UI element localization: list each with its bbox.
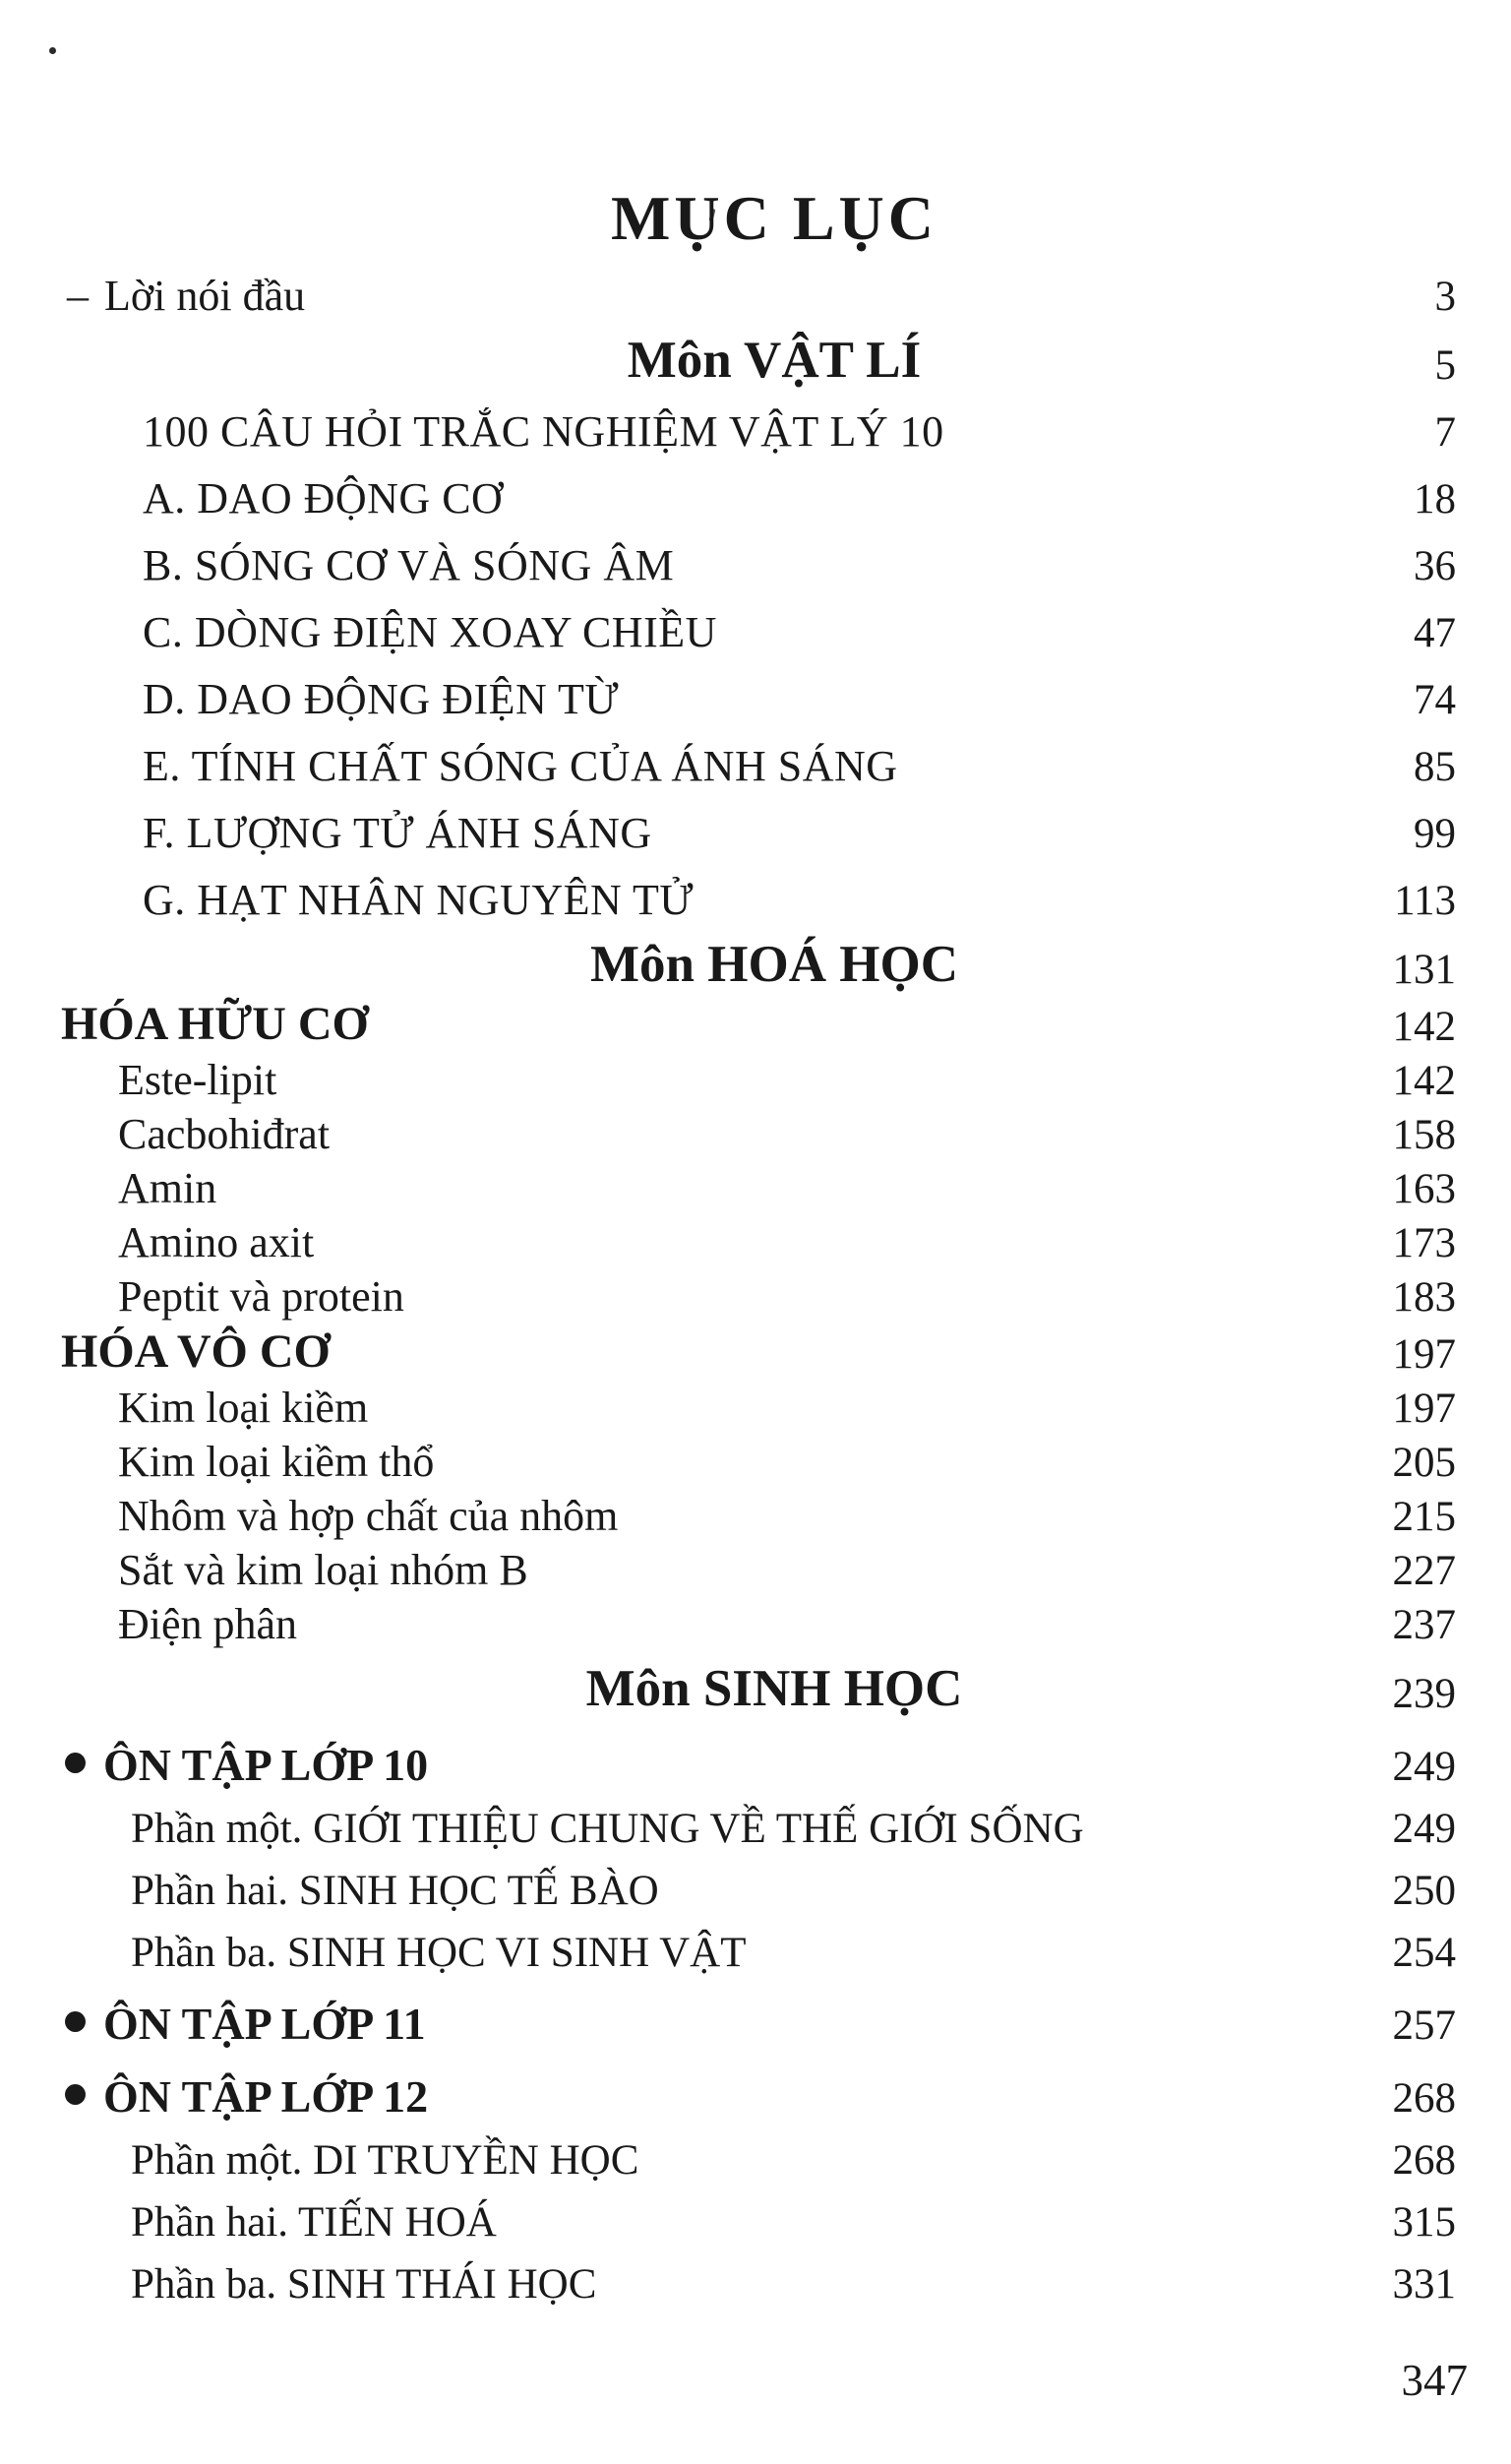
toc-entry-text: Amin: [118, 1164, 217, 1213]
toc-entry-text: ÔN TẬP LỚP 12: [103, 2071, 429, 2123]
page-title-text: MỤC LỤC: [611, 182, 937, 253]
toc-entry-text: ÔN TẬP LỚP 10: [103, 1740, 429, 1791]
toc-row: [0, 1432, 1511, 1486]
toc-entry-page-number: 163: [1392, 1165, 1456, 1212]
toc-entry-text: Phần hai. TIẾN HOÁ: [131, 2198, 497, 2246]
toc-entry-page-number: 5: [1434, 341, 1456, 389]
toc-entry-text: Môn VẬT LÍ: [627, 331, 922, 389]
toc-entry-page-number: 249: [1392, 1743, 1456, 1790]
toc-row: [0, 1790, 1511, 1852]
toc-entry-label: [143, 877, 694, 924]
toc-entry-label: [118, 1547, 528, 1594]
toc-entry-text: E. TÍNH CHẤT SÓNG CỦA ÁNH SÁNG: [143, 742, 898, 791]
toc-entry-text: Sắt và kim loại nhóm B: [118, 1546, 528, 1595]
toc-row: [0, 2122, 1511, 2184]
toc-entry-label: [131, 1807, 1084, 1852]
toc-entry-label: [143, 743, 898, 790]
toc-entry-label: [118, 1439, 434, 1486]
toc-entry-label: [143, 810, 652, 857]
toc-row: [0, 2049, 1511, 2122]
toc-entry-label: [65, 2072, 428, 2122]
toc-entry-text: F. LƯỢNG TỬ ÁNH SÁNG: [143, 809, 652, 858]
toc-entry-text: Phần một. DI TRUYỀN HỌC: [131, 2136, 639, 2184]
bullet-icon: [65, 2011, 86, 2032]
toc-entry-text: Nhôm và hợp chất của nhôm: [118, 1492, 619, 1541]
toc-row: [0, 1104, 1511, 1158]
toc-entry-text: Phần hai. SINH HỌC TẾ BÀO: [131, 1867, 659, 1914]
toc-entry-label: [628, 333, 921, 389]
toc-row: [0, 456, 1511, 523]
toc-entry-label: [143, 408, 944, 456]
toc-entry-page-number: 173: [1392, 1219, 1456, 1266]
toc-entry-page-number: 85: [1414, 743, 1456, 790]
toc-entry-page-number: 249: [1392, 1805, 1456, 1852]
bullet-icon: [65, 2084, 86, 2105]
toc-entry-page-number: 99: [1414, 810, 1456, 857]
toc-entry-text: ÔN TẬP LỚP 11: [103, 1999, 426, 2050]
toc-entry-text: A. DAO ĐỘNG CƠ: [143, 474, 504, 524]
toc-entry-label: [590, 937, 958, 993]
toc-row: [0, 2246, 1511, 2308]
toc-entry-text: Kim loại kiềm thổ: [118, 1438, 435, 1487]
toc-row: [0, 1378, 1511, 1432]
toc-entry-label: [61, 999, 369, 1050]
toc-entry-text: HÓA VÔ CƠ: [61, 1325, 331, 1379]
toc-section-heading: [0, 1648, 1511, 1717]
toc-entry-label: [131, 2200, 497, 2246]
toc-row: [0, 1717, 1511, 1790]
toc-entry-label: [67, 273, 305, 320]
toc-entry-page-number: 47: [1414, 609, 1456, 656]
toc-entry-text: Kim loại kiềm: [118, 1384, 369, 1433]
toc-entry-label: [118, 1165, 216, 1212]
toc-entry-label: [65, 1741, 428, 1790]
toc-entry-label: [131, 2262, 596, 2308]
toc-entry-text: Peptit và protein: [118, 1272, 404, 1322]
toc-row: [0, 1486, 1511, 1540]
bullet-icon: [65, 1753, 86, 1773]
toc-row: [0, 993, 1511, 1050]
toc-entry-page-number: 257: [1392, 2002, 1456, 2049]
toc-entry-label: [143, 542, 674, 589]
toc-entry-page-number: 268: [1392, 2136, 1456, 2184]
toc-entry-page-number: 197: [1392, 1330, 1456, 1378]
toc-entry-page-number: 215: [1392, 1493, 1456, 1540]
toc-row: [0, 1540, 1511, 1594]
toc-entry-page-number: 268: [1392, 2074, 1456, 2122]
toc-entry-label: [143, 475, 503, 523]
toc-entry-page-number: 3: [1434, 273, 1456, 320]
toc-entry-label: [131, 1869, 659, 1914]
toc-entry-text: Điện phân: [118, 1600, 298, 1649]
toc-entry-label: [118, 1493, 618, 1540]
toc-entry-label: [65, 2000, 426, 2049]
toc-entry-text: G. HẠT NHÂN NGUYÊN TỬ: [143, 876, 694, 925]
toc-section-heading: [0, 924, 1511, 993]
toc-entry-text: Môn SINH HỌC: [585, 1659, 963, 1717]
toc-list: [0, 251, 1511, 2308]
toc-entry-page-number: 142: [1392, 1057, 1456, 1104]
toc-entry-text: Phần một. GIỚI THIỆU CHUNG VỀ THẾ GIỚI SỐNG: [131, 1805, 1084, 1852]
toc-row: [0, 790, 1511, 857]
toc-entry-label: [131, 1931, 747, 1976]
toc-entry-text: Phần ba. SINH THÁI HỌC: [131, 2260, 597, 2308]
toc-entry-text: Phần ba. SINH HỌC VI SINH VẬT: [131, 1929, 747, 1976]
toc-row: [0, 523, 1511, 589]
toc-entry-text: Cacbohiđrat: [118, 1110, 331, 1159]
toc-row: [0, 2184, 1511, 2246]
page-folio-number: 347: [1401, 2356, 1468, 2405]
toc-entry-label: [118, 1111, 330, 1158]
toc-entry-page-number: 7: [1434, 408, 1456, 456]
toc-entry-label: [118, 1273, 404, 1321]
toc-entry-text: Este-lipit: [118, 1056, 277, 1105]
toc-entry-label: [143, 676, 619, 723]
toc-entry-page-number: 254: [1392, 1929, 1456, 1976]
toc-row: [0, 1852, 1511, 1914]
toc-entry-page-number: 142: [1392, 1003, 1456, 1050]
toc-entry-page-number: 239: [1392, 1670, 1456, 1717]
toc-entry-label: [61, 1326, 331, 1378]
toc-entry-text: Amino axit: [118, 1218, 315, 1267]
toc-row: [0, 1914, 1511, 1976]
toc-row: [0, 723, 1511, 790]
toc-entry-page-number: 315: [1392, 2198, 1456, 2246]
toc-entry-page-number: 113: [1394, 877, 1456, 924]
toc-entry-text: 100 CÂU HỎI TRẮC NGHIỆM VẬT LÝ 10: [143, 407, 944, 457]
toc-row: [0, 1050, 1511, 1104]
toc-entry-label: [118, 1385, 368, 1432]
toc-row: [0, 1212, 1511, 1266]
toc-row: [0, 857, 1511, 924]
toc-row: [0, 251, 1511, 320]
toc-entry-page-number: 205: [1392, 1439, 1456, 1486]
page-title: [0, 0, 1511, 251]
toc-row: [0, 1321, 1511, 1378]
toc-entry-page-number: 158: [1392, 1111, 1456, 1158]
toc-row: [0, 589, 1511, 656]
toc-entry-page-number: 183: [1392, 1273, 1456, 1321]
toc-entry-page-number: 74: [1414, 676, 1456, 723]
toc-entry-text: B. SÓNG CƠ VÀ SÓNG ÂM: [143, 541, 675, 590]
toc-entry-page-number: 131: [1392, 946, 1456, 993]
toc-entry-page-number: 250: [1392, 1867, 1456, 1914]
toc-entry-page-number: 18: [1414, 475, 1456, 523]
toc-row: [0, 389, 1511, 456]
toc-entry-page-number: 237: [1392, 1601, 1456, 1648]
toc-entry-page-number: 331: [1392, 2260, 1456, 2308]
toc-entry-text: C. DÒNG ĐIỆN XOAY CHIỀU: [143, 608, 717, 657]
toc-entry-page-number: 227: [1392, 1547, 1456, 1594]
toc-entry-text: HÓA HỮU CƠ: [61, 998, 369, 1051]
toc-row: [0, 1266, 1511, 1321]
toc-section-heading: [0, 320, 1511, 389]
toc-entry-text: D. DAO ĐỘNG ĐIỆN TỪ: [143, 675, 620, 724]
toc-row: [0, 656, 1511, 723]
dash-icon: –: [67, 272, 89, 321]
toc-entry-label: [586, 1661, 963, 1717]
toc-row: [0, 1158, 1511, 1212]
toc-entry-label: [118, 1219, 314, 1266]
toc-row: [0, 1594, 1511, 1648]
toc-entry-page-number: 197: [1392, 1385, 1456, 1432]
toc-entry-label: [118, 1601, 297, 1648]
toc-row: [0, 1976, 1511, 2049]
toc-entry-text: Lời nói đầu: [104, 272, 306, 321]
toc-entry-label: [143, 609, 717, 656]
toc-entry-text: Môn HOÁ HỌC: [590, 935, 958, 993]
toc-entry-page-number: 36: [1414, 542, 1456, 589]
toc-entry-label: [131, 2138, 638, 2184]
toc-entry-label: [118, 1057, 276, 1104]
